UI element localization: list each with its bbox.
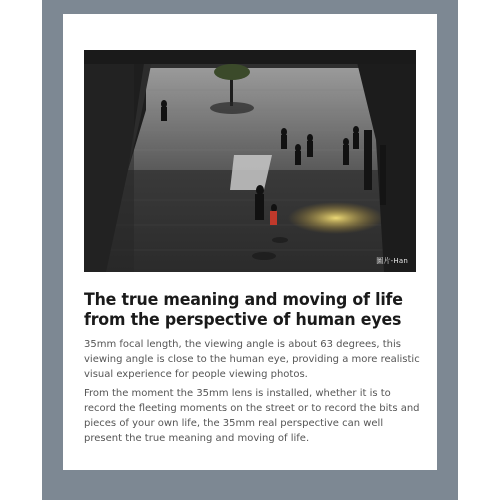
article-body	[84, 337, 424, 450]
street-photo-graphic	[84, 50, 416, 272]
photo-watermark: 圖片-Han	[376, 257, 408, 265]
article-title	[84, 290, 403, 330]
title-line-2: from the perspective of human eyes	[84, 310, 402, 330]
paragraph-1: 35mm focal length, the viewing angle is about 63 degrees, this viewing angle is close to the human eye, providing a more realistic visual experience for people viewing photos.	[84, 339, 420, 380]
title-line-1: The true meaning and moving of life	[84, 290, 403, 310]
paragraph-2: From the moment the 35mm lens is installed, whether it is to record the fleeting moments on the street or to record the bits and pieces of your own life, the 35mm real perspective can well present the true meaning and moving of life.	[84, 388, 420, 444]
street-photo	[84, 50, 416, 272]
